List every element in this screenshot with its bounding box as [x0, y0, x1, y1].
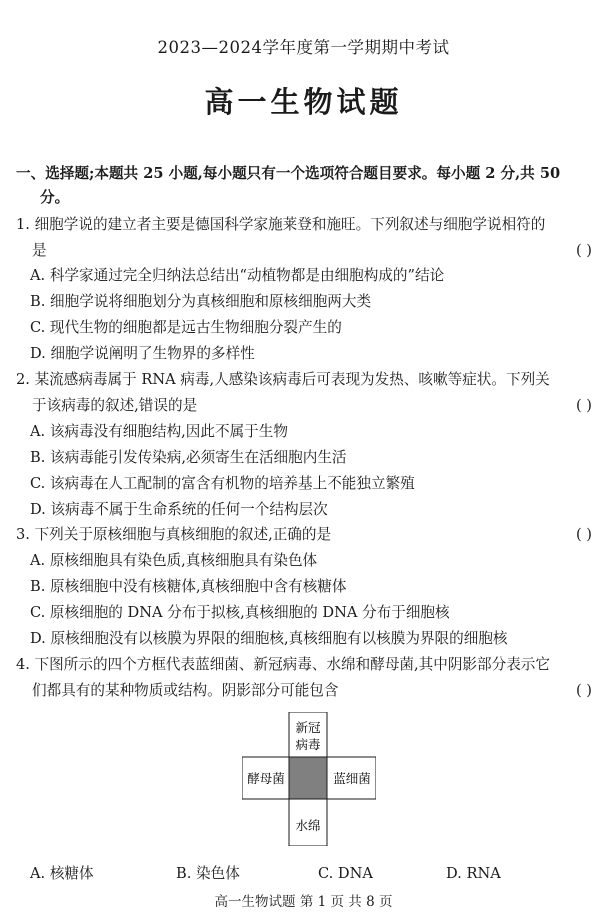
q3-option-a: A. 原核细胞具有染色质,真核细胞具有染色体	[30, 552, 318, 569]
diagram-label-bottom: 水绵	[295, 818, 321, 833]
q4-option-a: A. 核糖体	[30, 865, 94, 882]
q3-option-b: B. 原核细胞中没有核糖体,真核细胞中含有核糖体	[30, 578, 347, 595]
q2-option-c: C. 该病毒在人工配制的富含有机物的培养基上不能独立繁殖	[30, 475, 415, 492]
q2-option-d: D. 该病毒不属于生命系统的任何一个结构层次	[30, 501, 328, 518]
q2-answer-paren: ( )	[575, 397, 592, 414]
section-heading-line1: 一、选择题;本题共 25 小题,每小题只有一个选项符合题目要求。每小题 2 分,共 50	[16, 165, 561, 182]
q1-option-d: D. 细胞学说阐明了生物界的多样性	[30, 345, 255, 362]
q3-answer-paren: ( )	[575, 526, 592, 543]
q3-stem	[16, 523, 592, 547]
q2-stem-line1: 2. 某流感病毒属于 RNA 病毒,人感染该病毒后可表现为发热、咳嗽等症状。下列关	[16, 371, 550, 388]
q1-option-c: C. 现代生物的细胞都是远古生物细胞分裂产生的	[30, 319, 342, 336]
diagram-label-right: 蓝细菌	[333, 771, 371, 786]
q1-option-a: A. 科学家通过完全归纳法总结出“动植物都是由细胞构成的”结论	[30, 267, 445, 284]
q1-answer-paren: ( )	[575, 242, 592, 259]
q3-stem-text: 3. 下列关于原核细胞与真核细胞的叙述,正确的是	[16, 526, 332, 543]
exam-header: 2023—2024学年度第一学期期中考试	[157, 38, 450, 57]
q4-stem-line2-text: 们都具有的某种物质或结构。阴影部分可能包含	[32, 682, 339, 699]
q1-option-b: B. 细胞学说将细胞划分为真核细胞和原核细胞两大类	[30, 293, 372, 310]
diagram-label-top-1: 新冠	[295, 720, 321, 735]
diagram-shaded-overlap	[289, 757, 327, 799]
q4-answer-paren: ( )	[575, 682, 592, 699]
q3-option-c: C. 原核细胞的 DNA 分布于拟核,真核细胞的 DNA 分布于细胞核	[30, 604, 450, 621]
q2-option-a: A. 该病毒没有细胞结构,因此不属于生物	[30, 423, 288, 440]
q4-stem-line1: 4. 下图所示的四个方框代表蓝细菌、新冠病毒、水绵和酵母菌,其中阴影部分表示它	[16, 656, 550, 673]
page-footer: 高一生物试题 第 1 页 共 8 页	[214, 894, 393, 910]
section-heading	[16, 162, 592, 210]
q2-stem-line2	[16, 394, 592, 418]
q4-option-c: C. DNA	[318, 865, 373, 882]
diagram-label-left: 酵母菌	[247, 771, 285, 786]
q1-stem-line2	[16, 239, 592, 263]
q4-option-b: B. 染色体	[176, 865, 240, 882]
q2-option-b: B. 该病毒能引发传染病,必须寄生在活细胞内生活	[30, 449, 347, 466]
q1-stem-line2-text: 是	[32, 242, 47, 259]
exam-title: 高一生物试题	[204, 85, 403, 119]
section-heading-line2: 分。	[40, 189, 70, 206]
q2-stem-line2-text: 于该病毒的叙述,错误的是	[32, 397, 198, 414]
q3-option-d: D. 原核细胞没有以核膜为界限的细胞核,真核细胞有以核膜为界限的细胞核	[30, 630, 508, 647]
q4-option-d: D. RNA	[446, 865, 501, 882]
q4-stem-line2	[16, 679, 592, 703]
q1-stem-line1: 1. 细胞学说的建立者主要是德国科学家施莱登和施旺。下列叙述与细胞学说相符的	[16, 216, 546, 233]
diagram-label-top-2: 病毒	[295, 737, 321, 752]
cross-diagram	[242, 712, 376, 846]
